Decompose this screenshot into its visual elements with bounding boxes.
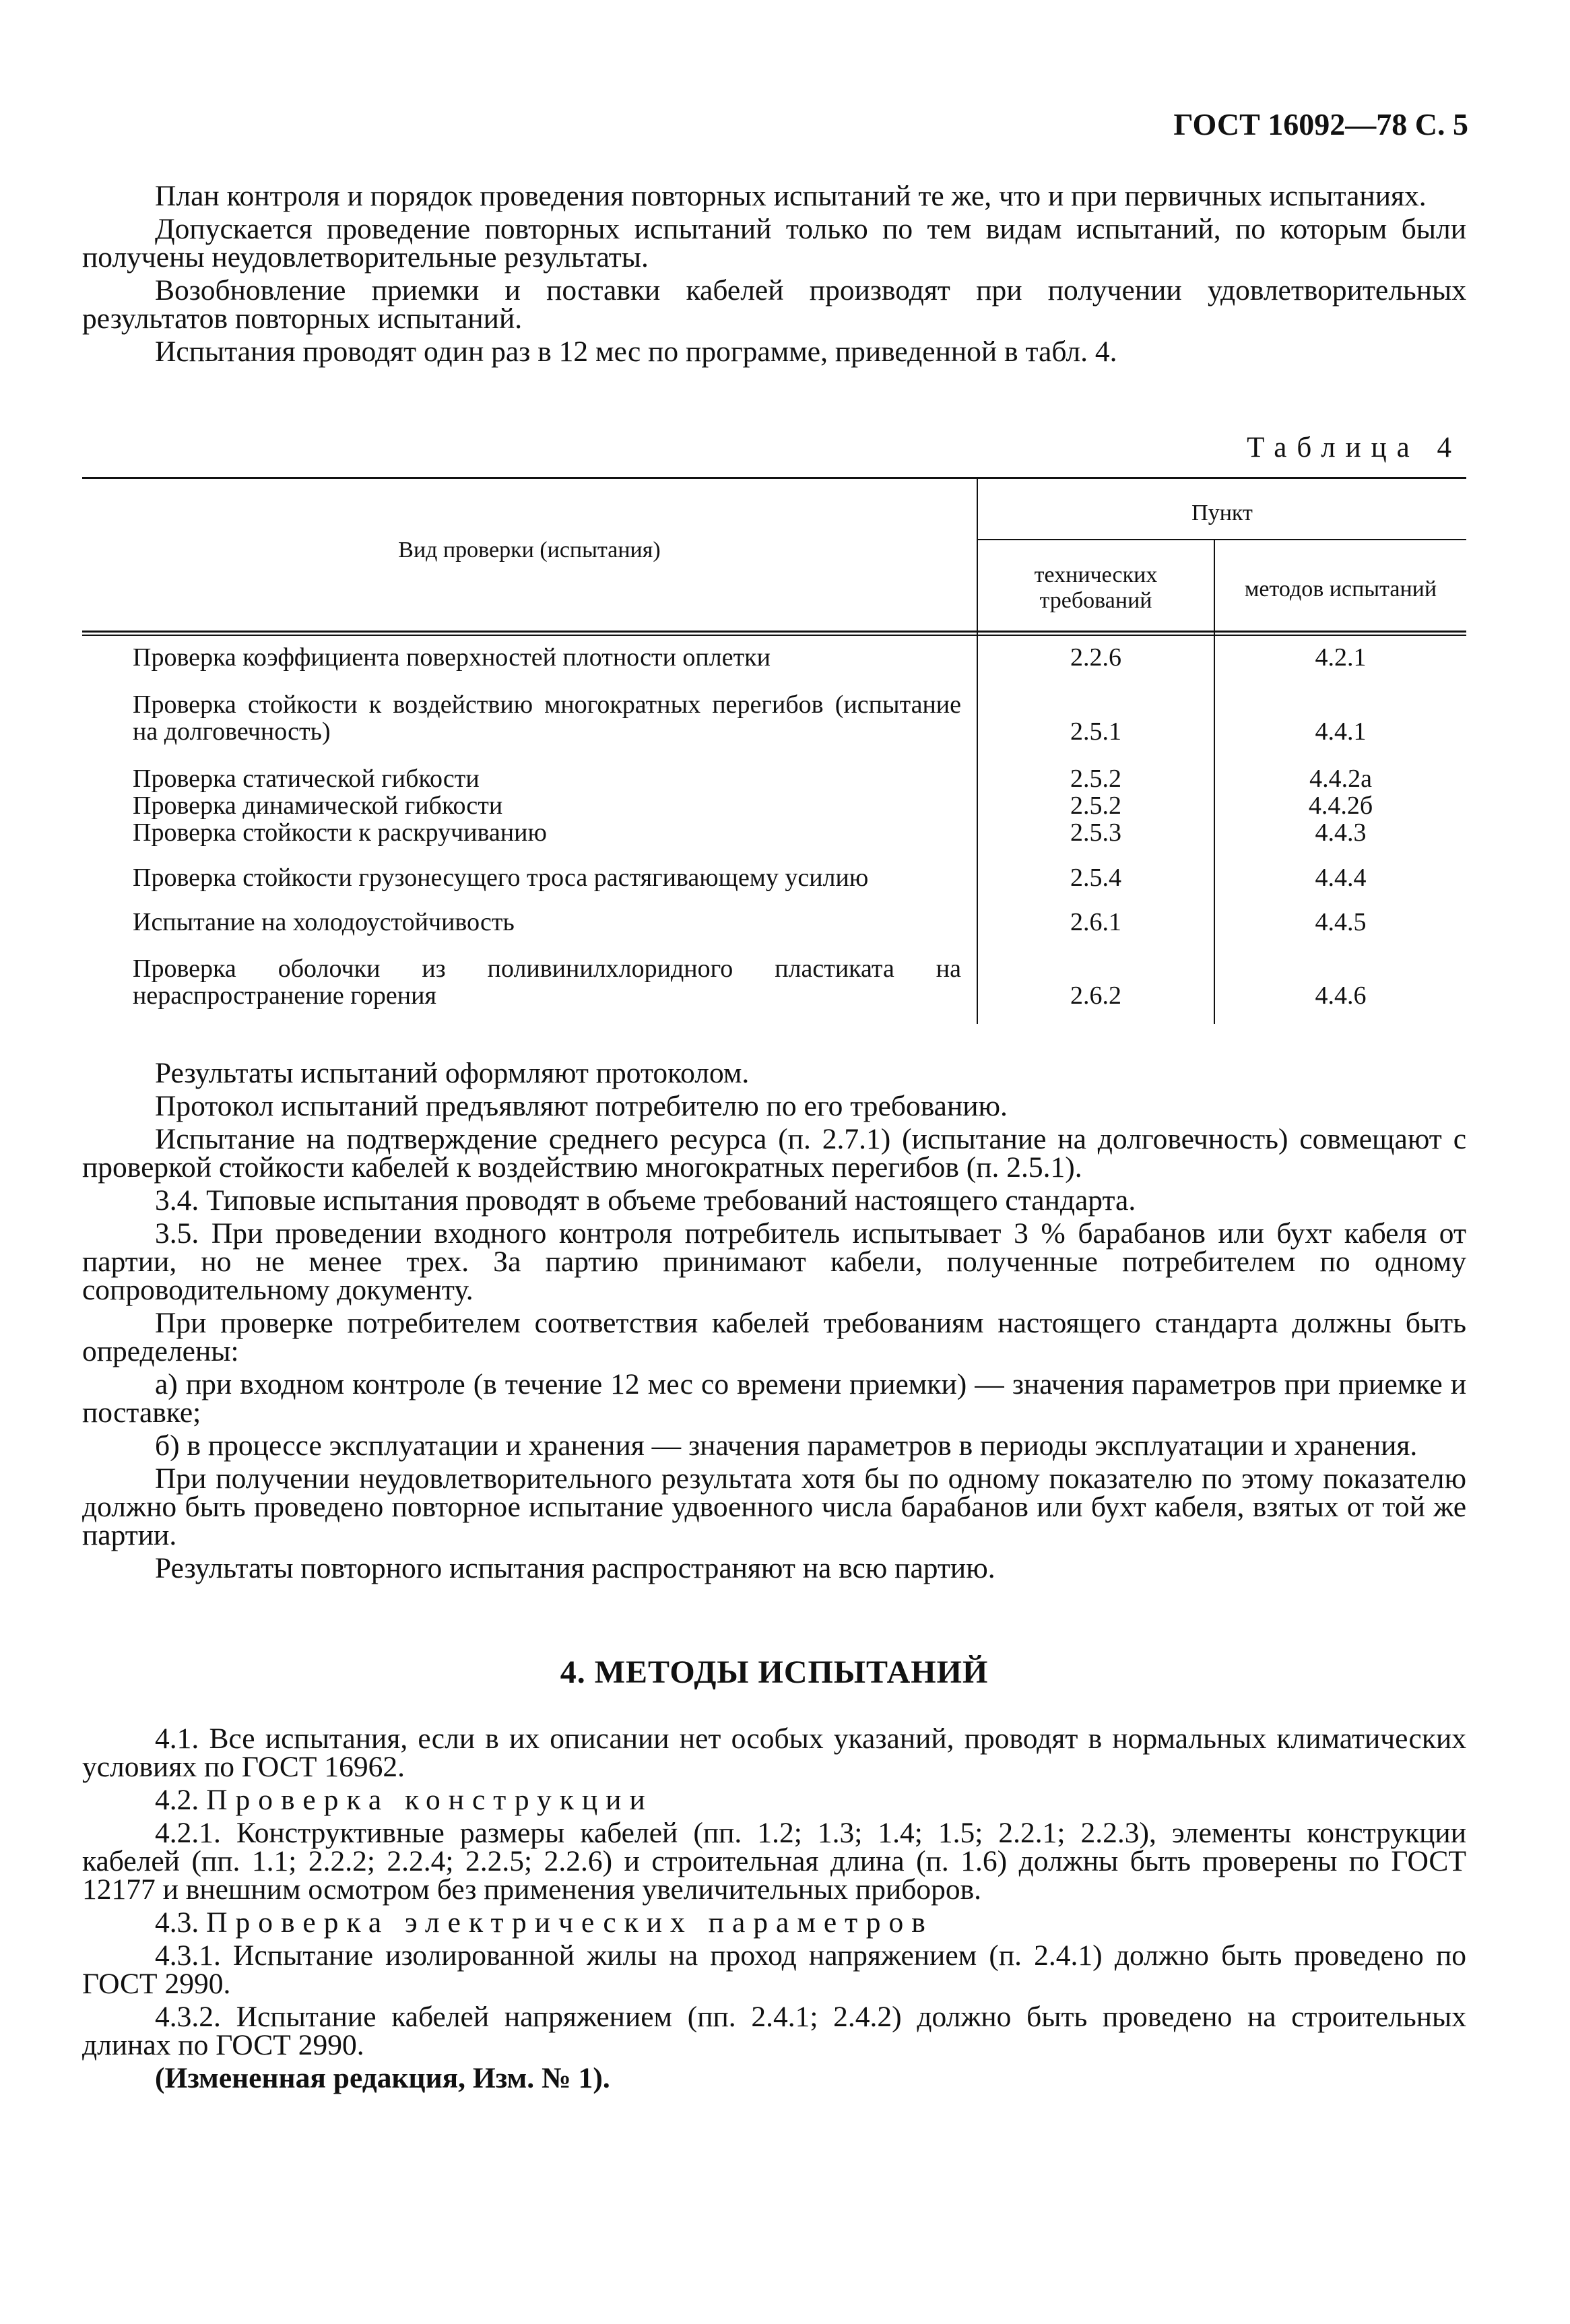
paragraph: 4.1. Все испытания, если в их описании нет особых указаний, проводят в нормальных климатических условиях по ГОСТ 16962. bbox=[82, 1722, 1466, 1783]
running-header: ГОСТ 16092—78 С. 5 bbox=[1173, 107, 1468, 141]
table-row-tech: 2.5.3 bbox=[1070, 818, 1121, 847]
edition-note: (Измененная редакция, Изм. № 1). bbox=[155, 2062, 610, 2094]
table-vrule-1 bbox=[977, 477, 978, 1024]
subsection-number: 4.3. bbox=[155, 1906, 199, 1939]
table-row-method: 4.4.2а bbox=[1309, 765, 1372, 793]
head-methods: методов испытаний bbox=[1244, 577, 1437, 602]
table-subhead-rule bbox=[978, 539, 1466, 540]
table-row-name: Проверка коэффициента поверхностей плотности оплетки bbox=[133, 643, 771, 672]
table-caption: Таблица 4 bbox=[1247, 432, 1462, 463]
section-block bbox=[82, 1724, 1466, 2097]
paragraph: а) при входном контроле (в течение 12 мес со времени приемки) — значения параметров при приемке и поставке; bbox=[82, 1368, 1466, 1429]
table-row-name: Проверка статической гибкости bbox=[133, 765, 480, 793]
table-row-tech: 2.5.2 bbox=[1070, 765, 1121, 793]
paragraph: Испытания проводят один раз в 12 мес по программе, приведенной в табл. 4. bbox=[155, 335, 1117, 368]
table-row-method: 4.4.5 bbox=[1315, 908, 1367, 936]
subsection-title: Проверка конструкции bbox=[206, 1784, 653, 1816]
head-check-type: Вид проверки (испытания) bbox=[398, 538, 661, 562]
table-head-rule bbox=[82, 631, 1466, 633]
table-row-tech: 2.6.1 bbox=[1070, 908, 1121, 936]
table-row-method: 4.4.4 bbox=[1315, 864, 1367, 892]
subsection-number: 4.2. bbox=[155, 1784, 199, 1816]
paragraph: 4.3.1. Испытание изолированной жилы на проход напряжением (п. 2.4.1) должно быть проведено по ГОСТ 2990. bbox=[82, 1939, 1466, 2000]
table-row-method: 4.4.1 bbox=[1315, 717, 1367, 746]
paragraph: План контроля и порядок проведения повторных испытаний те же, что и при первичных испытаниях. bbox=[155, 180, 1427, 212]
table-row-method: 4.4.2б bbox=[1308, 792, 1373, 820]
paragraph: Возобновление приемки и поставки кабелей производят при получении удовлетворительных результатов повторных испытаний. bbox=[82, 274, 1466, 335]
table-row-tech: 2.2.6 bbox=[1070, 643, 1121, 672]
table-row-name: Проверка оболочки из поливинилхлоридного пластиката на нераспространение горения bbox=[133, 955, 961, 1010]
table-row-name: Проверка стойкости грузонесущего троса растягивающему усилию bbox=[133, 864, 869, 892]
paragraph: 3.5. При проведении входного контроля потребитель испытывает 3 % барабанов или бухт кабеля от партии, но не менее трех. За партию принимают кабели, полученные потребителем по одному сопроводительному документу. bbox=[82, 1217, 1466, 1306]
head-point: Пункт bbox=[1191, 501, 1253, 525]
table-row-tech: 2.5.2 bbox=[1070, 792, 1121, 820]
table-row-method: 4.4.3 bbox=[1315, 818, 1367, 847]
paragraph: 4.2.1. Конструктивные размеры кабелей (пп. 1.2; 1.3; 1.4; 1.5; 2.2.1; 2.2.3), элементы конструкции кабелей (пп. 1.1; 2.2.2; 2.2.4; 2.2.5; 2.2.6) и строительная длина (п. 1.6) должны быть проверены по ГОСТ 12177 и внешним осмотром без применения увеличительных приборов. bbox=[82, 1817, 1466, 1906]
table-head-rule-2 bbox=[82, 635, 1466, 636]
table-row-method: 4.2.1 bbox=[1315, 643, 1367, 672]
section-heading: 4. МЕТОДЫ ИСПЫТАНИЙ bbox=[560, 1654, 989, 1690]
table-row-name: Проверка стойкости к раскручиванию bbox=[133, 818, 547, 847]
paragraph: 4.3.2. Испытание кабелей напряжением (пп. 2.4.1; 2.4.2) должно быть проведено на строительных длинах по ГОСТ 2990. bbox=[82, 2001, 1466, 2061]
table-row-name: Проверка динамической гибкости bbox=[133, 792, 503, 820]
table-row-name: Испытание на холодоустойчивость bbox=[133, 908, 515, 936]
after-table-block bbox=[82, 1059, 1466, 1587]
subsection-heading bbox=[82, 1786, 1466, 1814]
subsection-title: Проверка электрических параметров bbox=[206, 1906, 934, 1939]
head-tech-req: технических требований bbox=[1034, 562, 1158, 613]
paragraph: Результаты повторного испытания распространяют на всю партию. bbox=[155, 1552, 995, 1584]
intro-block bbox=[82, 182, 1466, 370]
table-row-method: 4.4.6 bbox=[1315, 981, 1367, 1010]
paragraph: При проверке потребителем соответствия кабелей требованиям настоящего стандарта должны быть определены: bbox=[82, 1307, 1466, 1367]
table-row-tech: 2.6.2 bbox=[1070, 981, 1121, 1010]
paragraph: б) в процессе эксплуатации и хранения — значения параметров в периоды эксплуатации и хранения. bbox=[155, 1429, 1418, 1462]
test-program-table bbox=[82, 477, 1466, 1024]
paragraph: 3.4. Типовые испытания проводят в объеме требований настоящего стандарта. bbox=[155, 1184, 1136, 1217]
table-top-rule bbox=[82, 477, 1466, 479]
table-row-name: Проверка стойкости к воздействию многократных перегибов (испытание на долговечность) bbox=[133, 690, 961, 746]
subsection-heading bbox=[82, 1908, 1466, 1937]
table-row-tech: 2.5.4 bbox=[1070, 864, 1121, 892]
paragraph: Допускается проведение повторных испытаний только по тем видам испытаний, по которым были получены неудовлетворительные результаты. bbox=[82, 213, 1466, 273]
paragraph: Испытание на подтверждение среднего ресурса (п. 2.7.1) (испытание на долговечность) совмещают с проверкой стойкости кабелей к воздействию многократных перегибов (п. 2.5.1). bbox=[82, 1123, 1466, 1184]
paragraph: Результаты испытаний оформляют протоколом. bbox=[155, 1057, 750, 1089]
paragraph: Протокол испытаний предъявляют потребителю по его требованию. bbox=[155, 1090, 1008, 1122]
paragraph: При получении неудовлетворительного результата хотя бы по одному показателю по этому показателю должно быть проведено повторное испытание удвоенного числа барабанов или бухт кабеля, взятых от той же партии. bbox=[82, 1462, 1466, 1551]
table-row-tech: 2.5.1 bbox=[1070, 717, 1121, 746]
